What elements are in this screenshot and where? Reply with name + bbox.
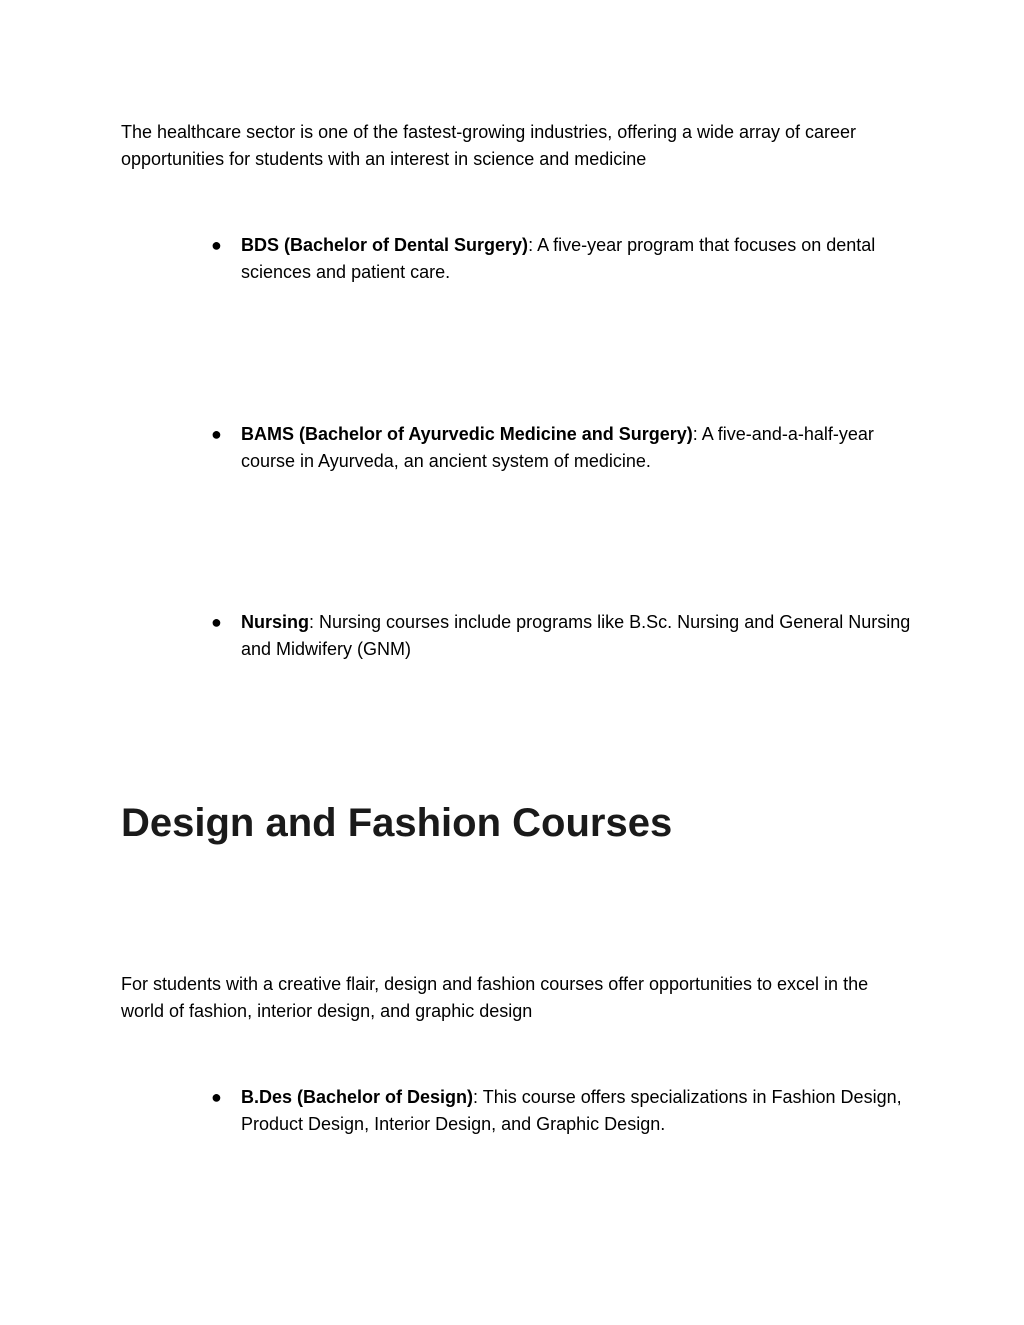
course-description: : This course offers specializations in Fashion Design, Product Design, Interior Design, and Graphic Design. bbox=[241, 1087, 902, 1134]
list-item-text bbox=[241, 421, 911, 475]
design-intro-paragraph: For students with a creative flair, design and fashion courses offer opportunities to excel in the world of fashion, interior design, and graphic design bbox=[121, 974, 869, 1021]
bullet-icon: ● bbox=[211, 612, 222, 632]
course-description: : A five-and-a-half-year course in Ayurveda, an ancient system of medicine. bbox=[241, 424, 874, 471]
course-term: BDS (Bachelor of Dental Surgery) bbox=[241, 235, 529, 255]
list-item-text bbox=[241, 1084, 911, 1138]
course-term: Nursing bbox=[241, 612, 310, 632]
bullet-icon: ● bbox=[211, 235, 222, 255]
healthcare-intro-paragraph: The healthcare sector is one of the fastest-growing industries, offering a wide array of career opportunities for students with an interest in science and medicine bbox=[121, 122, 857, 169]
course-description: : A five-year program that focuses on dental sciences and patient care. bbox=[241, 235, 876, 282]
bullet-icon: ● bbox=[211, 1087, 222, 1107]
section-heading-design: Design and Fashion Courses bbox=[121, 801, 673, 845]
list-item-text bbox=[241, 232, 911, 286]
course-term: BAMS (Bachelor of Ayurvedic Medicine and Surgery) bbox=[241, 424, 693, 444]
course-description: : Nursing courses include programs like B.Sc. Nursing and General Nursing and Midwifery (GNM) bbox=[241, 612, 911, 659]
bullet-icon: ● bbox=[211, 424, 222, 444]
list-item-text bbox=[241, 609, 911, 663]
course-term: B.Des (Bachelor of Design) bbox=[241, 1087, 474, 1107]
